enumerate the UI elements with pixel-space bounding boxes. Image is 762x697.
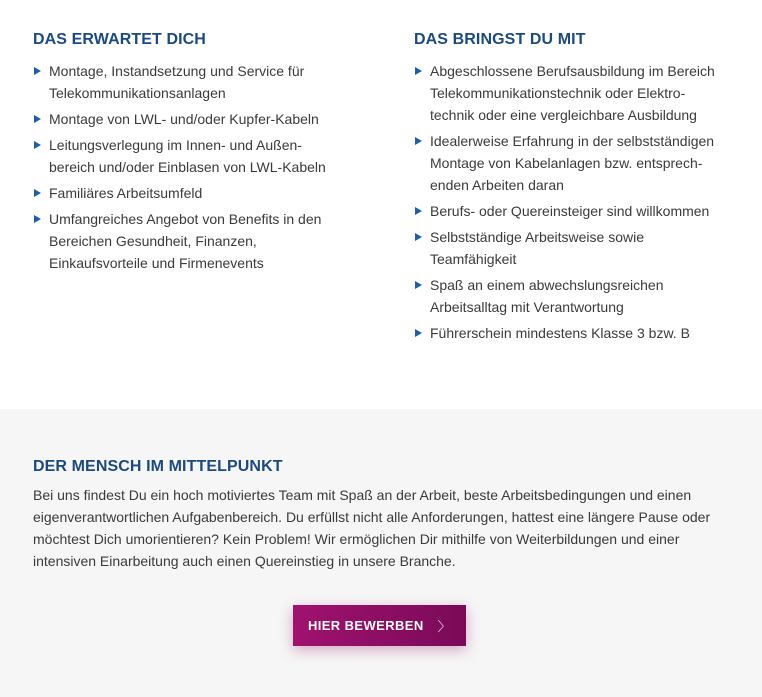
list-item (33, 182, 353, 204)
requirements-list (414, 60, 734, 344)
list-item-text: Familiäres Arbeitsumfeld (49, 185, 203, 201)
expectations-list (33, 60, 353, 274)
apply-button-label: HIER BEWERBEN (307, 618, 424, 633)
bullet-arrow-icon (34, 115, 41, 123)
mensch-section (0, 409, 762, 697)
list-item (33, 60, 353, 104)
list-item (414, 322, 734, 344)
bullet-arrow-icon (34, 215, 41, 223)
expectations-title: DAS ERWARTET DICH (33, 31, 206, 48)
bullet-arrow-icon (34, 67, 41, 75)
list-item-text: Montage von LWL- und/oder Kupfer-Kabeln (49, 111, 319, 127)
list-item (414, 130, 734, 196)
list-item (33, 134, 353, 178)
requirements-title: DAS BRINGST DU MIT (414, 31, 586, 48)
list-item-text: Führerschein mindestens Klasse 3 bzw. B (430, 325, 690, 341)
bullet-arrow-icon (415, 281, 422, 289)
list-item (33, 208, 353, 274)
list-item (33, 108, 353, 130)
list-item-text: Idealerweise Erfahrung in der selbstständigen Montage von Kabelanlagen bzw. entsprech- enden Arbeiten daran (430, 133, 715, 193)
chevron-right-icon: 〉 (437, 619, 452, 634)
bullet-arrow-icon (415, 329, 422, 337)
bullet-arrow-icon (34, 189, 41, 197)
list-item-text: Umfangreiches Angebot von Benefits in den Bereichen Gesundheit, Finanzen, Einkaufsvorteile und Firmenevents (49, 211, 322, 271)
requirements-column (414, 30, 734, 348)
list-item (414, 200, 734, 222)
mensch-text: Bei uns findest Du ein hoch motiviertes Team mit Spaß an der Arbeit, beste Arbeitsbedingungen und einen eigenverantwortlichen Aufgabenbereich. Du erfüllst nicht alle Anforderungen, hattest eine längere Pause oder möchtest Dich umorientieren? Kein Problem! Wir ermöglichen Dir mithilfe von Weiterbildungen und einer intensiven Einarbeitung auch einen Quereinstieg in unsere Branche. (33, 487, 711, 569)
mensch-title: DER MENSCH IM MITTELPUNKT (33, 458, 283, 475)
bullet-arrow-icon (415, 207, 422, 215)
list-item-text: Spaß an einem abwechslungsreichen Arbeitsalltag mit Verantwortung (430, 277, 664, 315)
apply-button[interactable] (293, 605, 466, 646)
bullet-arrow-icon (415, 67, 422, 75)
list-item (414, 274, 734, 318)
bullet-arrow-icon (34, 141, 41, 149)
bullet-arrow-icon (415, 137, 422, 145)
list-item-text: Selbstständige Arbeitsweise sowie Teamfähigkeit (430, 229, 645, 267)
list-item-text: Berufs- oder Quereinsteiger sind willkommen (430, 203, 710, 219)
list-item-text: Montage, Instandsetzung und Service für Telekommunikationsanlagen (49, 63, 305, 101)
expectations-column (33, 30, 353, 278)
list-item-text: Leitungsverlegung im Innen- und Außen- bereich und/oder Einblasen von LWL-Kabeln (49, 137, 326, 175)
list-item (414, 60, 734, 126)
list-item (414, 226, 734, 270)
bullet-arrow-icon (415, 233, 422, 241)
list-item-text: Abgeschlossene Berufsausbildung im Bereich Telekommunikationstechnik oder Elektro- technik oder eine vergleichbare Ausbildung (430, 63, 715, 123)
